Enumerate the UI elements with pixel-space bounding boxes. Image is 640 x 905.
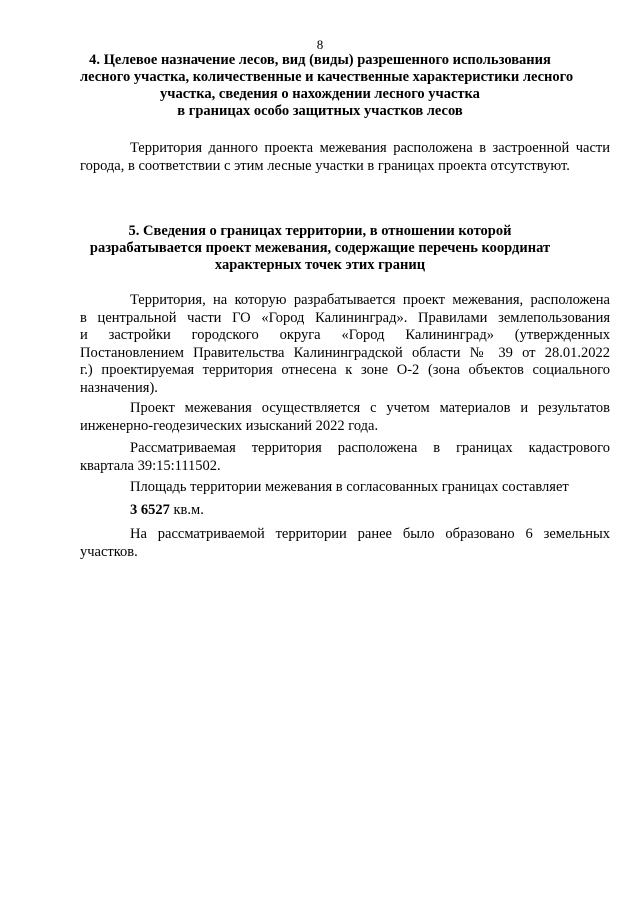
- area-value-line: [130, 502, 204, 520]
- section-5-paragraph-1: [80, 292, 610, 398]
- area-value: 3 6527: [130, 502, 170, 518]
- section-5-paragraph-4: [80, 479, 610, 497]
- heading-line: разрабатывается проект межевания, содержащие перечень координат: [89, 240, 551, 256]
- heading-line: лесного участка, количественные и качественные характеристики лесного: [80, 69, 574, 85]
- page-number: 8: [316, 37, 324, 52]
- paragraph-line: в центральной части ГО «Город Калининград». Правилами землепользования: [80, 309, 610, 326]
- heading-line: участка, сведения о нахождении лесного участка: [160, 86, 480, 102]
- heading-line: в границах особо защитных участков лесов: [177, 103, 463, 119]
- section-5-paragraph-5: [80, 526, 610, 561]
- paragraph-line: Территория, на которую разрабатывается проект межевания, расположена: [130, 292, 610, 308]
- paragraph-line: квартала 39:15:111502.: [80, 457, 221, 474]
- paragraph-line: Территория данного проекта межевания расположена в застроенной части: [130, 140, 610, 156]
- paragraph-line: г.) проектируемая территория отнесена к зоне О-2 (зона объектов социального: [80, 362, 610, 379]
- paragraph-line: и застройки городского округа «Город Калининград» (утвержденных: [80, 327, 610, 344]
- section-5-heading: [80, 223, 560, 274]
- paragraph-line: Площадь территории межевания в согласованных границах составляет: [130, 479, 569, 495]
- paragraph-line: Рассматриваемая территория расположена в границах кадастрового: [130, 440, 610, 456]
- section-5-paragraph-2: [80, 400, 610, 435]
- paragraph-line: назначения).: [80, 379, 158, 396]
- paragraph-line: Постановлением Правительства Калининградской области № 39 от 28.01.2022: [80, 344, 610, 361]
- paragraph-line: инженерно-геодезических изысканий 2022 года.: [80, 417, 379, 434]
- section-4-paragraph: [80, 140, 610, 175]
- paragraph-line: города, в соответствии с этим лесные участки в границах проекта отсутствуют.: [80, 157, 570, 174]
- section-5-paragraph-3: [80, 440, 610, 475]
- area-unit: кв.м.: [173, 502, 204, 518]
- section-4-heading: [80, 52, 574, 120]
- paragraph-line: участков.: [80, 543, 138, 560]
- paragraph-line: На рассматриваемой территории ранее было образовано 6 земельных: [130, 526, 610, 542]
- heading-line: характерных точек этих границ: [214, 257, 426, 273]
- heading-line: 5. Сведения о границах территории, в отношении которой: [128, 223, 512, 239]
- heading-line: 4. Целевое назначение лесов, вид (виды) разрешенного использования: [89, 52, 551, 68]
- paragraph-line: Проект межевания осуществляется с учетом материалов и результатов: [130, 400, 610, 416]
